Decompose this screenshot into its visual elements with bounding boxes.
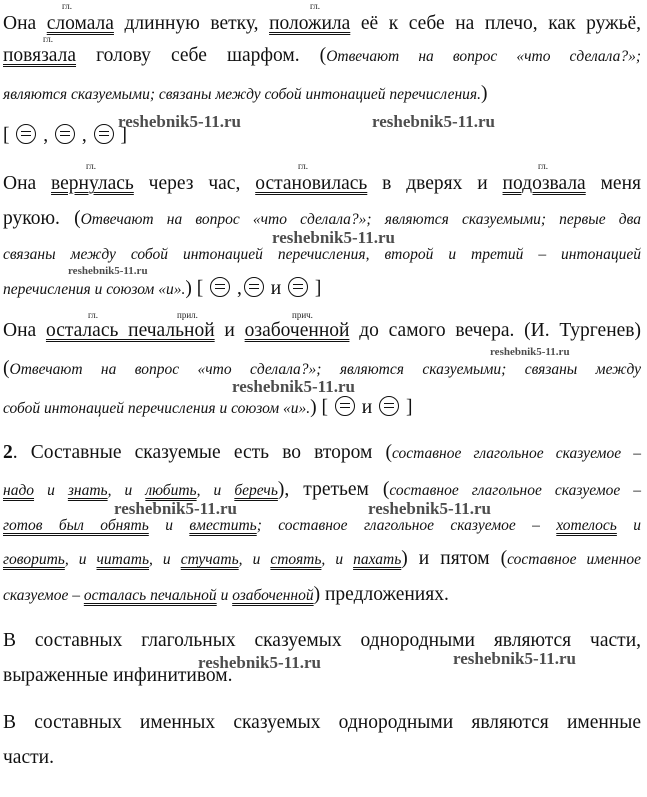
p2-line-2: рукою. (Отвечают на вопрос «что сделала?»; являются сказуемыми; первые два [3,208,641,229]
p2-line-4: перечисления и союзом «и».) [ , и ] [3,278,322,299]
p1-line-3: являются сказуемыми; связаны между собой интонацией перечисления.) [3,83,488,104]
predicate-word: стучать [180,551,239,568]
p5-line-2: выраженные инфинитивом. [3,665,233,686]
watermark: reshebnik5-11.ru [114,499,237,518]
predicate-word: стоять [270,551,322,568]
predicate-word: пахать [353,551,402,568]
predicate-word: вернулась [51,173,134,194]
superscript-pril: прил. [177,310,198,320]
watermark: reshebnik5-11.ru [232,377,355,396]
predicate-word: повязала [3,45,77,66]
predicate-word: остановилась [255,173,368,194]
p6-line-1: В составных именных сказуемых однородными являются именные [3,712,641,733]
predicate-word: читать [96,551,150,568]
predicate-word: беречь [234,482,278,499]
predicate-word: хотелось [556,517,617,534]
watermark: reshebnik5-11.ru [118,112,241,131]
homogeneous-member-circle-icon [244,277,264,297]
p4-line-1: 2. Составные сказуемые есть во втором (составное глагольное сказуемое – [3,442,641,463]
homogeneous-member-circle-icon [210,277,230,297]
superscript-gl: гл. [86,161,96,171]
superscript-gl: гл. [310,1,320,11]
p4-line-4: говорить, и читать, и стучать, и стоять, и пахать) и пятом (составное именное [3,548,642,569]
p4-line-2: надо и знать, и любить, и беречь), третьем (составное глагольное сказуемое – [3,479,642,500]
superscript-gl: гл. [538,161,548,171]
watermark: reshebnik5-11.ru [490,346,570,358]
superscript-prich: прич. [292,310,313,320]
p1-line-1: Она сломала длинную ветку, положила её к себе на плечо, как ружьё, [3,13,641,34]
predicate-word: готов был обнять [3,517,149,534]
p1-line-2: повязала голову себе шарфом. (Отвечают на вопрос «что сделала?»; [3,45,641,66]
predicate-word: надо [3,482,35,499]
predicate-word: положила [269,13,351,34]
homogeneous-member-circle-icon [379,396,399,416]
p3-line-2: (Отвечают на вопрос «что сделала?»; являются сказуемыми; связаны между [3,358,641,379]
p4-line-3: готов был обнять и вместить; составное глагольное сказуемое – хотелось и [3,517,641,534]
predicate-word: говорить [3,551,65,568]
superscript-gl: гл. [43,34,53,44]
p4-line-5: сказуемое – осталась печальной и озабоченной) предложениях. [3,584,449,605]
homogeneous-member-circle-icon [55,124,75,144]
predicate-word: осталась печальной [45,320,215,341]
watermark: reshebnik5-11.ru [453,649,576,668]
p1-scheme: [ , , ] [3,125,127,146]
watermark: reshebnik5-11.ru [272,228,395,247]
homogeneous-member-circle-icon [288,277,308,297]
watermark: reshebnik5-11.ru [368,499,491,518]
p2-line-3: связаны между собой интонацией перечисления, второй и третий – интонацией [3,246,641,263]
predicate-word: осталась печальной [83,587,217,604]
predicate-word: вместить [189,517,257,534]
predicate-word: любить [145,482,197,499]
superscript-gl: гл. [88,310,98,320]
p5-line-1: В составных глагольных сказуемых однородными являются части, [3,630,641,651]
p3-line-3: собой интонацией перечисления и союзом «и».) [ и ] [3,397,413,418]
predicate-word: знать [67,482,108,499]
p2-line-1: Она вернулась через час, остановилась в дверях и подозвала меня [3,173,641,194]
p3-line-1: Она осталась печальной и озабоченной до самого вечера. (И. Тургенев) [3,320,641,341]
superscript-gl: гл. [62,1,72,11]
watermark: reshebnik5-11.ru [372,112,495,131]
predicate-word: сломала [46,13,114,34]
homogeneous-member-circle-icon [335,396,355,416]
superscript-gl: гл. [298,161,308,171]
homogeneous-member-circle-icon [94,124,114,144]
homogeneous-member-circle-icon [16,124,36,144]
predicate-word: подозвала [502,173,586,194]
predicate-word: озабоченной [244,320,350,341]
watermark: reshebnik5-11.ru [198,653,321,672]
watermark: reshebnik5-11.ru [68,265,148,277]
p6-line-2: части. [3,747,54,768]
predicate-word: озабоченной [232,587,314,604]
